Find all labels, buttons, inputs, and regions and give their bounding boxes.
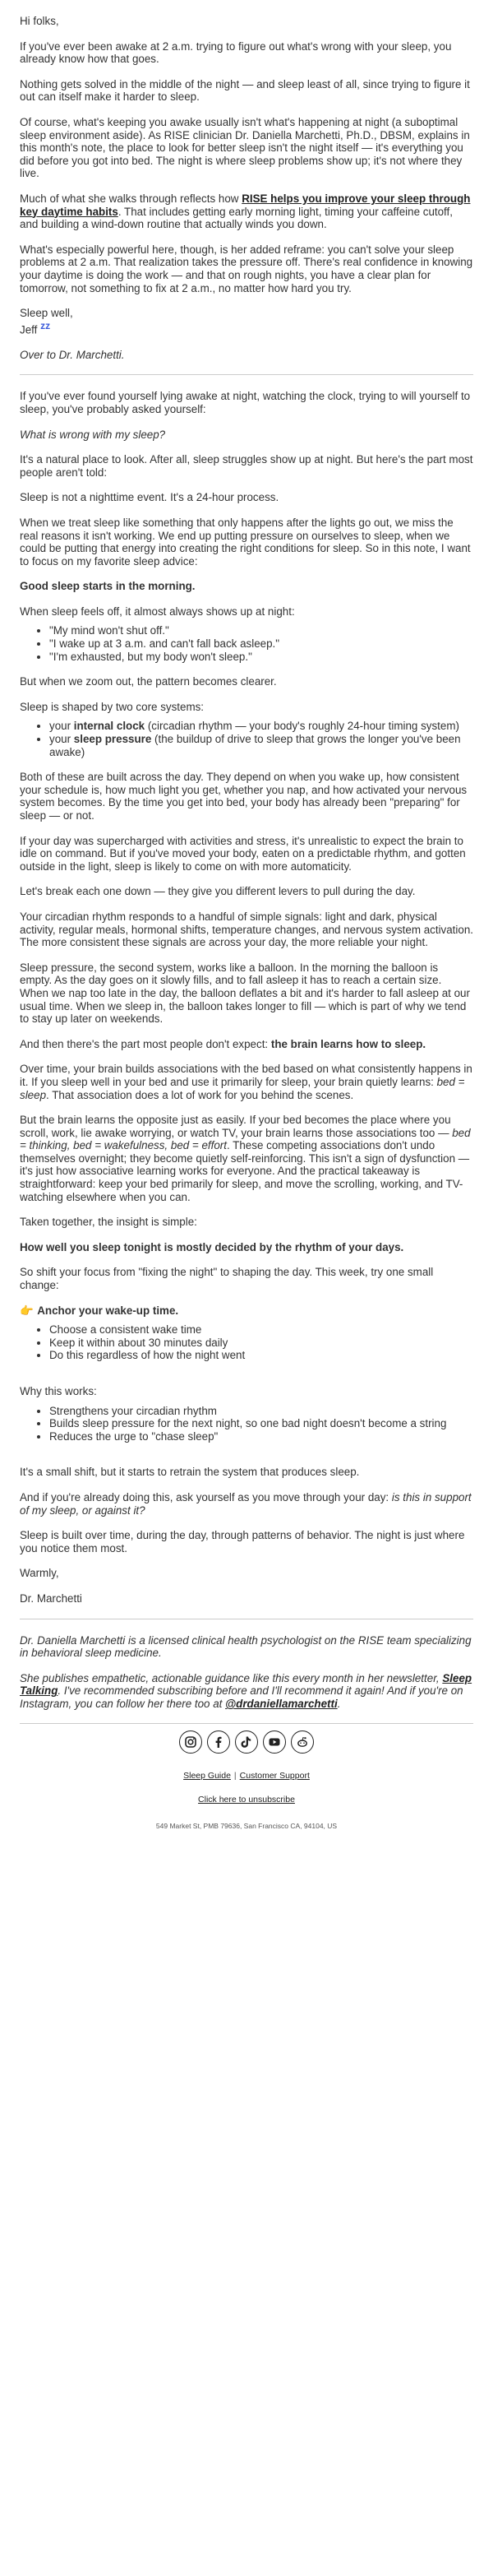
separator: | [233, 1770, 237, 1781]
list-item [49, 720, 473, 733]
article-paragraph: It's a natural place to look. After all, sleep struggles show up at night. But here's the part most people aren't told: [20, 453, 473, 479]
italic-term: bed = thinking, bed = wakefulness, bed = effort [20, 1126, 471, 1152]
intro-paragraph: What's especially powerful here, though, is her added reframe: you can't solve your sleep problems at 2 a.m. That realization takes the pressure off. There's real confidence in knowing your daytime is doing the work — and that on rough nights, you have a clear plan for tomorrow, not something to fix at 2 a.m., no matter how hard you try. [20, 243, 473, 294]
article-paragraph: If your day was supercharged with activities and stress, it's unrealistic to expect the brain to idle on command. But if you've moved your body, eaten on a predictable rhythm, and gotten outside in the light, sleep is likely to come on with more automaticity. [20, 834, 466, 873]
article-paragraph: If you've ever found yourself lying awake at night, watching the clock, trying to will yourself to sleep, you've probably asked yourself: [20, 390, 471, 415]
article-section [20, 390, 473, 1605]
greeting: Hi folks, [20, 15, 59, 27]
text: your [49, 733, 74, 746]
list-item: • "I'm exhausted, but my body won't sleep." [49, 651, 473, 664]
text: And then there's the part most people don't expect: [20, 1037, 271, 1050]
anchor-list [20, 1323, 473, 1362]
unsubscribe-row [20, 1794, 473, 1807]
article-paragraph: Both of these are built across the day. They depend on when you wake up, how consistent your schedule is, how much light you get, whether you nap, and how activated your nervous system becomes. By the time you get into bed, your body has already been "preparing" for sleep — or not. [20, 771, 468, 822]
bio-section [20, 1634, 473, 1711]
text: She publishes empathetic, actionable guidance like this every month in her newsletter, [20, 1671, 443, 1684]
signer-name: Jeff [20, 323, 38, 336]
sleep-guide-link[interactable]: Sleep Guide [183, 1770, 231, 1781]
list-item: • Strengthens your circadian rhythm [49, 1405, 473, 1418]
article-paragraph: When sleep feels off, it almost always shows up at night: [20, 605, 295, 618]
article-heading: How well you sleep tonight is mostly decided by the rhythm of your days. [20, 1240, 404, 1253]
article-paragraph: When we treat sleep like something that only happens after the lights go out, we miss the real reasons it isn't working. We end up putting pressure on ourselves to sleep, when we could be putting that energy into creating the right conditions for sleep. So in this note, I want to focus on my favorite sleep advice: [20, 516, 471, 568]
rise-habits-link[interactable]: RISE helps you improve your sleep through key daytime habits [20, 192, 471, 218]
intro-paragraph [20, 192, 473, 231]
text: And if you're already doing this, ask yourself as you move through your day: [20, 1490, 392, 1503]
intro-paragraph: Of course, what's keeping you awake usually isn't what's happening at night (a suboptimal sleep environment aside). As RISE clinician Dr. Daniella Marchetti, Ph.D., DBSM, explains in this month's note, the place to look for better sleep isn't the night itself — it's everything you did before you got into bed. The night is where sleep problems show up; it's not where they live. [20, 115, 470, 180]
instagram-icon[interactable] [179, 1730, 202, 1754]
text: . I've recommended subscribing before and I'll recommend it again! And if you're on Instagram, you can follow her there too at [20, 1684, 463, 1710]
article-paragraph [20, 1063, 473, 1101]
article-question: What is wrong with my sleep? [20, 428, 166, 441]
article-paragraph: Your circadian rhythm responds to a handful of simple signals: light and dark, physical activity, regular meals, hormonal shifts, temperature changes, and nervous system activation. The more consistent these signals are across your day, the more reliable your night. [20, 910, 473, 949]
article-paragraph: So shift your focus from "fixing the night" to shaping the day. This week, try one small change: [20, 1266, 434, 1292]
quotes-list [20, 624, 473, 663]
article-paragraph: But when we zoom out, the pattern becomes clearer. [20, 675, 277, 688]
list-item: • "My mind won't shut off." [49, 624, 473, 637]
list-item: • "I wake up at 3 a.m. and can't fall back asleep." [49, 637, 473, 651]
bold-term: the brain learns how to sleep. [270, 1037, 426, 1050]
anchor-heading [20, 1304, 473, 1318]
bold-term: internal clock [73, 720, 145, 733]
sleep-talking-link[interactable]: Sleep Talking [20, 1671, 472, 1698]
text: (circadian rhythm — your body's roughly 24-hour timing system) [145, 720, 459, 733]
text: your [49, 720, 74, 733]
bio-paragraph [20, 1672, 473, 1711]
list-item: • Choose a consistent wake time [49, 1323, 473, 1337]
text: . [337, 1697, 341, 1710]
list-item: • Builds sleep pressure for the next night, so one bad night doesn't become a string [49, 1417, 473, 1430]
article-paragraph [20, 1491, 473, 1517]
article-paragraph: Sleep pressure, the second system, works like a balloon. In the morning the balloon is empty. As the day goes on it slowly fills, and to fall asleep it has to reach a certain size. When we nap too late in the day, the balloon deflates a bit and it's harder to fall asleep at our usual time. When we sleep in, the balloon takes longer to fill — which is part of why we tend to stay up later on weekends. [20, 961, 470, 1026]
article-paragraph: Taken together, the insight is simple: [20, 1216, 197, 1229]
intro-paragraph: If you've ever been awake at 2 a.m. trying to figure out what's wrong with your sleep, you already know how that goes. [20, 39, 452, 66]
reddit-icon[interactable] [291, 1730, 314, 1754]
article-paragraph: Sleep is built over time, during the day, through patterns of behavior. The night is just where you notice them most. [20, 1529, 465, 1554]
article-paragraph [20, 1038, 473, 1051]
article-paragraph: Sleep is not a nighttime event. It's a 24-hour process. [20, 491, 279, 504]
why-list [20, 1405, 473, 1443]
list-item: • Do this regardless of how the night went [49, 1349, 473, 1362]
footer-links [20, 1770, 473, 1783]
text: But the brain learns the opposite just as easily. If your bed becomes the place where you scroll, work, lie awake worrying, or watch TV, your brain learns those associations too — [20, 1114, 453, 1139]
zz-sleep-icon: zz [40, 319, 51, 331]
pointing-hand-icon: 👉 [20, 1304, 34, 1317]
bold-term: sleep pressure [73, 733, 152, 746]
unsubscribe-link[interactable]: Click here to unsubscribe [198, 1795, 295, 1805]
text: . That association does a lot of work for you behind the scenes. [46, 1088, 354, 1101]
list-item: • Reduces the urge to "chase sleep" [49, 1430, 473, 1443]
divider [20, 1723, 473, 1724]
handoff: Over to Dr. Marchetti. [20, 348, 125, 361]
signer [20, 320, 473, 336]
tiktok-icon[interactable] [235, 1730, 258, 1754]
postal-address: 549 Market St, PMB 79636, San Francisco CA, 94104, US [155, 1821, 338, 1830]
signoff: Sleep well, [20, 307, 73, 320]
facebook-icon[interactable] [207, 1730, 230, 1754]
italic-term: is this in support of my sleep, or against it? [20, 1490, 472, 1517]
customer-support-link[interactable]: Customer Support [239, 1770, 310, 1781]
text: . That includes getting early morning light, timing your caffeine cutoff, and building a wind-down routine that actually winds you down. [20, 205, 453, 231]
list-item: • Keep it within about 30 minutes daily [49, 1337, 473, 1350]
text: . These competing associations don't undo themselves overnight; they become quietly self-reinforcing. This isn't a sign of dysfunction — it's just how associative learning works for everyone. And the practical takeaway is straightforward: keep your bed primarily for sleep, and move the scrolling, working, and TV-watching elsewhere when you can. [20, 1139, 470, 1203]
systems-list [20, 720, 473, 758]
article-paragraph: Let's break each one down — they give you different levers to pull during the day. [20, 885, 416, 898]
article-heading: Good sleep starts in the morning. [20, 580, 196, 593]
divider [20, 374, 473, 375]
bio-paragraph: Dr. Daniella Marchetti is a licensed clinical health psychologist on the RISE team specializing in behavioral sleep medicine. [20, 1633, 472, 1660]
youtube-icon[interactable] [263, 1730, 286, 1754]
article-paragraph: Sleep is shaped by two core systems: [20, 700, 205, 713]
italic-term: bed = sleep [20, 1075, 465, 1101]
text: Much of what she walks through reflects how [20, 192, 242, 205]
text: Over time, your brain builds associations with the bed based on what consistently happens in it. If you sleep well in your bed and use it primarily for sleep, your brain quietly learns: [20, 1063, 472, 1088]
article-paragraph: It's a small shift, but it starts to retrain the system that produces sleep. [20, 1466, 360, 1479]
article-paragraph: Why this works: [20, 1385, 97, 1397]
article-paragraph [20, 1114, 473, 1203]
intro-section [20, 15, 473, 361]
anchor-title: Anchor your wake-up time. [37, 1304, 179, 1317]
list-item [49, 733, 473, 758]
intro-paragraph: Nothing gets solved in the middle of the night — and sleep least of all, since trying to figure it out can itself make it harder to sleep. [20, 77, 470, 104]
text: (the buildup of drive to sleep that grows the longer you've been awake) [49, 733, 461, 758]
instagram-handle-link[interactable]: @drdaniellamarchetti [225, 1697, 338, 1710]
signature: Dr. Marchetti [20, 1591, 82, 1605]
social-icons-row [20, 1730, 473, 1754]
closing: Warmly, [20, 1567, 59, 1580]
